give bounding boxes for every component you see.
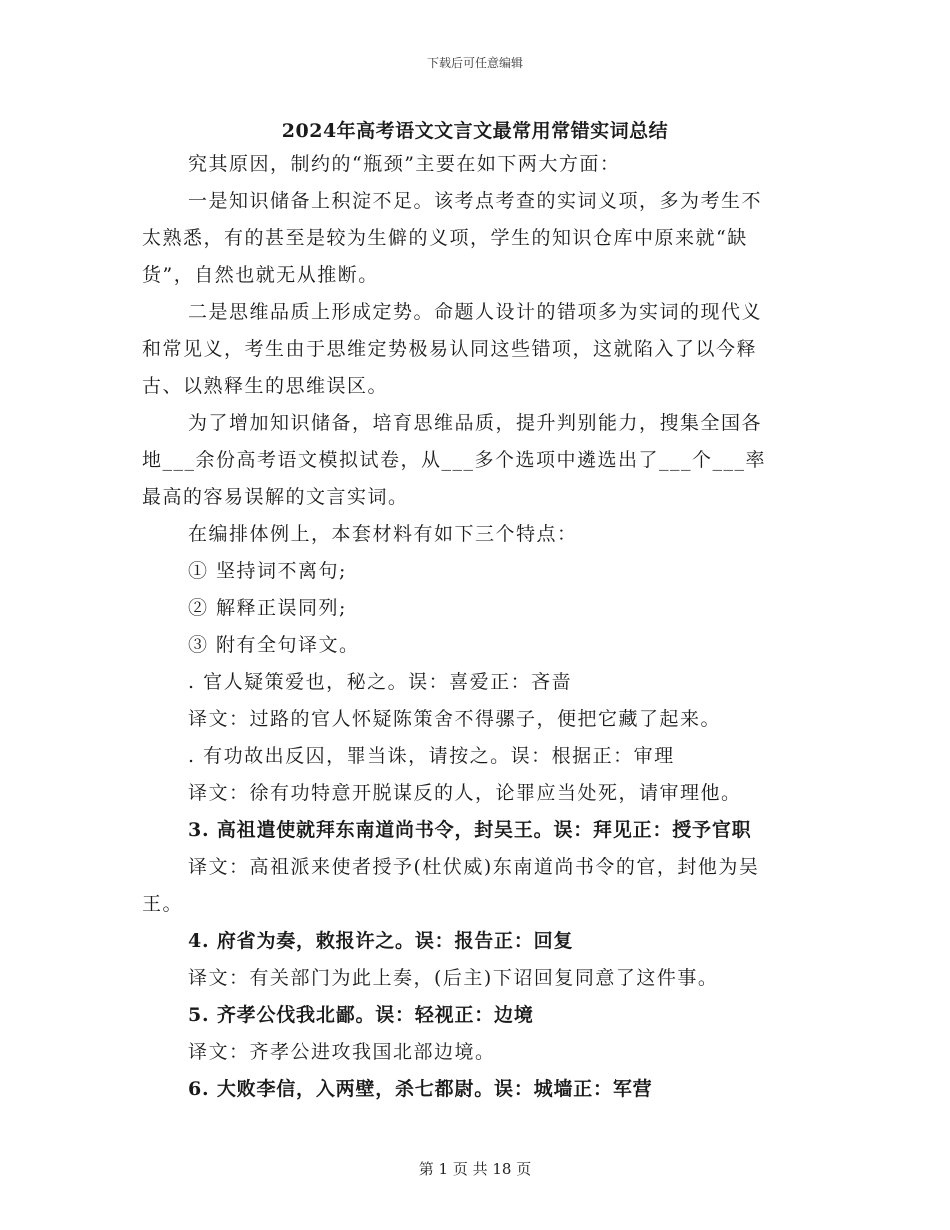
text-line: 3. 高祖遣使就拜东南道尚书令，封吴王。误：拜见正：授予官职 <box>188 819 752 841</box>
text-line: ① 坚持词不离句; <box>188 560 347 582</box>
text-line: 古、以熟释生的思维误区。 <box>142 375 389 397</box>
text-line: 5. 齐孝公伐我北鄙。误：轻视正：边境 <box>188 1004 534 1026</box>
text-line: 地___余份高考语文模拟试卷，从___多个选项中遴选出了___个___率 <box>142 449 767 471</box>
text-line: 究其原因，制约的“瓶颈”主要在如下两大方面： <box>188 153 621 175</box>
text-line: 一是知识储备上积淀不足。该考点考查的实词义项，多为考生不 <box>188 190 763 212</box>
text-line: 王。 <box>142 893 184 915</box>
page-footer: 第 1 页 共 18 页 <box>418 1160 532 1178</box>
text-line: . 有功故出反囚，罪当诛，请按之。误：根据正：审理 <box>188 745 675 767</box>
text-line: 译文：高祖派来使者授予(杜伏威)东南道尚书令的官，封他为吴 <box>188 856 760 878</box>
text-line: 为了增加知识储备，培育思维品质，提升判别能力，搜集全国各 <box>188 412 763 434</box>
text-line: 6. 大败李信，入两壁，杀七都尉。误：城墙正：军营 <box>188 1078 653 1100</box>
text-line: 在编排体例上，本套材料有如下三个特点： <box>188 523 578 545</box>
page-header: 下载后可任意编辑 <box>426 56 523 70</box>
text-line: 4. 府省为奏，敕报许之。误：报告正：回复 <box>188 930 574 952</box>
text-line: 和常见义，考生由于思维定势极易认同这些错项，这就陷入了以今释 <box>142 338 758 360</box>
text-line: 货”，自然也就无从推断。 <box>142 264 379 286</box>
text-line: 太熟悉，有的甚至是较为生僻的义项，学生的知识仓库中原来就“缺 <box>142 227 748 249</box>
text-line: ③ 附有全句译文。 <box>188 634 360 656</box>
text-line: 译文：徐有功特意开脱谋反的人，论罪应当处死，请审理他。 <box>188 782 742 804</box>
text-line: 译文：过路的官人怀疑陈策舍不得骡子，便把它藏了起来。 <box>188 708 722 730</box>
document-body <box>142 146 798 1108</box>
document-title: 2024年高考语文文言文最常用常错实词总结 <box>281 120 669 142</box>
text-line: ② 解释正误同列; <box>188 597 347 619</box>
text-line: . 官人疑策爱也，秘之。误：喜爱正：吝啬 <box>188 671 573 693</box>
text-line: 二是思维品质上形成定势。命题人设计的错项多为实词的现代义 <box>188 301 763 323</box>
text-line: 译文：有关部门为此上奏，(后主)下诏回复同意了这件事。 <box>188 967 719 989</box>
text-line: 译文：齐孝公进攻我国北部边境。 <box>188 1041 496 1063</box>
text-line: 最高的容易误解的文言实词。 <box>142 486 409 508</box>
